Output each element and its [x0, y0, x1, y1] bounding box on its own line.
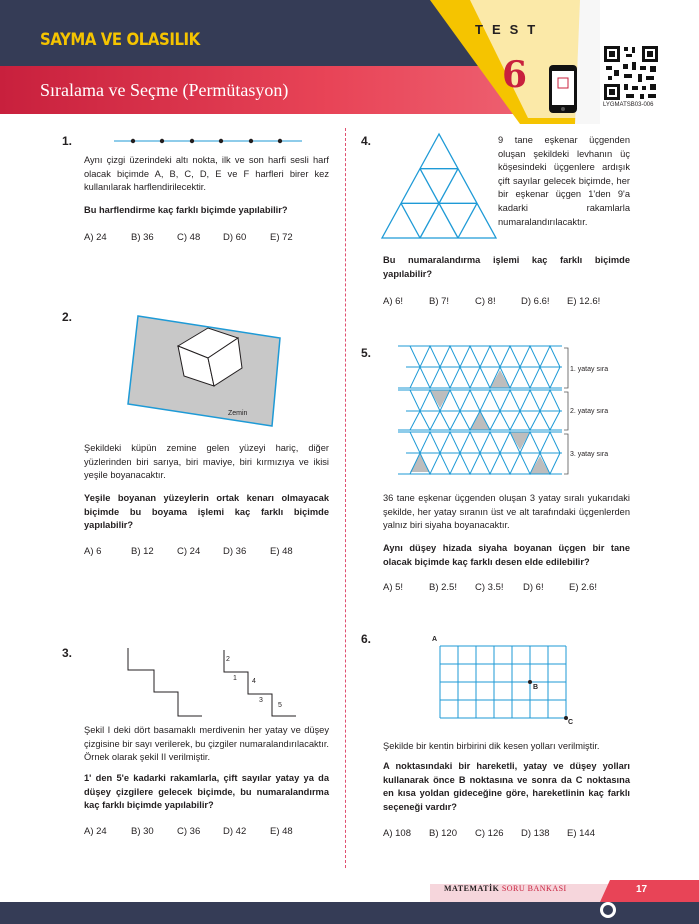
q3-choice-e[interactable]: E) 48: [270, 826, 293, 837]
q2-choice-a[interactable]: A) 6: [84, 546, 102, 557]
footer-brand: [444, 884, 567, 893]
q1-choice-a[interactable]: A) 24: [84, 232, 107, 243]
q3-choice-c[interactable]: C) 36: [177, 826, 201, 837]
q5-choice-a[interactable]: A) 5!: [383, 582, 404, 593]
q3-choices: [84, 826, 293, 837]
q5-choice-e[interactable]: E) 2.6!: [569, 582, 597, 593]
q1-question: Bu harflendirme kaç farklı biçimde yapılabilir?: [84, 205, 288, 215]
page-number: 17: [636, 884, 648, 895]
q5-choice-b[interactable]: B) 2.5!: [429, 582, 457, 593]
q2-number: 2.: [62, 310, 73, 324]
q4-choice-b[interactable]: B) 7!: [429, 296, 450, 307]
q6-point-b: B: [533, 684, 539, 691]
q5-row-label-3: 3. yatay sıra: [570, 451, 609, 458]
q2-choice-b[interactable]: B) 12: [131, 546, 154, 557]
q3-choice-b[interactable]: B) 30: [131, 826, 154, 837]
q4-question: Bu numaralandırma işlemi kaç farklı biçimde yapılabilir?: [383, 255, 630, 279]
q6-question: A noktasındaki bir hareketli, yatay ve düşey yolları kullanarak önce B noktasına ve sonra da C noktasına en kısa yoldan gideceğine göre, hareketlinin kaç farklı seçeneği vardır?: [383, 761, 630, 812]
q3-label-2: 2: [226, 656, 230, 663]
q2-question: Yeşile boyanan yüzeylerin ortak kenarı olmayacak biçimde bu boyama işlemi kaç farklı biçimde yapılabilir?: [84, 493, 329, 531]
q4-choices: [383, 296, 600, 307]
q5-triangle-rows-figure: [392, 340, 572, 480]
q4-choice-a[interactable]: A) 6!: [383, 296, 404, 307]
q4-choice-d[interactable]: D) 6.6!: [521, 296, 550, 307]
q6-choice-a[interactable]: A) 108: [383, 828, 411, 839]
q5-choice-d[interactable]: D) 6!: [523, 582, 544, 593]
q3-label-5: 5: [278, 702, 282, 709]
q6-choice-e[interactable]: E) 144: [567, 828, 595, 839]
q5-row-label-2: 2. yatay sıra: [570, 408, 609, 415]
q5-question: Aynı düşey hizada siyaha boyanan üçgen bir tane olacak biçimde kaç farklı desen elde edilebilir?: [383, 543, 630, 567]
q6-number: 6.: [361, 632, 372, 646]
q3-label-4: 4: [252, 678, 256, 685]
q3-label-1: 1: [233, 675, 237, 682]
q2-choice-e[interactable]: E) 48: [270, 546, 293, 557]
q3-question: 1' den 5'e kadarki rakamlarla, çift sayılar yatay ya da düşey çizgilere gelecek biçimde, bu numaralandırma kaç farklı biçimde yapılabilir?: [84, 773, 329, 811]
q1-choice-d[interactable]: D) 60: [223, 232, 247, 243]
q1-dots-line: [108, 132, 308, 150]
footer-brand-b: SORU BANKASI: [501, 884, 567, 893]
q6-choices: [383, 828, 595, 839]
q5-choices: [383, 582, 597, 593]
footer-brand-a: MATEMATİK: [444, 884, 500, 893]
header-decor: [0, 0, 699, 124]
qr-code-icon: [602, 44, 660, 102]
qr-caption: LYGMATSB03-006: [603, 102, 654, 108]
q5-choice-c[interactable]: C) 3.5!: [475, 582, 504, 593]
test-label: TEST: [475, 22, 545, 37]
q3-choice-d[interactable]: D) 42: [223, 826, 247, 837]
q5-number: 5.: [361, 346, 372, 360]
q6-point-c: C: [568, 719, 574, 726]
q3-text: Şekil I deki dört basamaklı merdivenin her yatay ve düşey çizgisine bir sayı verilerek, bu çizgiler numaralandırılacaktır. Örnek olarak şekil II verilmiştir.: [84, 725, 329, 763]
phone-icon: [548, 64, 580, 116]
q6-point-a: A: [432, 636, 438, 643]
q1-text: Aynı çizgi üzerindeki altı nokta, ilk ve son harfi sesli harf olacak biçimde A, B, C, D, E ve F harfleri birer kez kullanılarak harflendirilecektir.: [84, 155, 329, 193]
test-number: 6: [502, 54, 528, 96]
q5-text: 36 tane eşkenar üçgenden oluşan 3 yatay sıralı yukarıdaki şekilde, her yatay sıranın üst ve alt tarafındaki üçgenlerden yalnız biri siyaha boyanacaktır.: [383, 493, 630, 531]
q2-choice-d[interactable]: D) 36: [223, 546, 247, 557]
q4-choice-e[interactable]: E) 12.6!: [567, 296, 601, 307]
q3-stairs-figure: [120, 644, 300, 720]
q4-triangle-figure: [378, 130, 500, 242]
subtopic-title: Sıralama ve Seçme (Permütasyon): [40, 80, 289, 100]
q5-row-label-1: 1. yatay sıra: [570, 366, 609, 373]
q2-choice-c[interactable]: C) 24: [177, 546, 201, 557]
q4-number: 4.: [361, 134, 372, 148]
q2-choices: [84, 546, 293, 557]
q2-text: Şekildeki küpün zemine gelen yüzeyi hariç, diğer yüzlerinden biri sarıya, biri maviye, biri kırmızıya ve ikisi yeşile boyanacaktır.: [84, 443, 329, 481]
q4-text: 9 tane eşkenar üçgenden oluşan şekildeki levhanın üç köşesindeki üçgenlere ardışık çift sayılar gelecek biçimde, her bir eşkenar üçgen 1'den 9'a kadarki rakamlarla numaralandırılacaktır.: [498, 135, 630, 227]
q2-cube-figure: [120, 310, 292, 430]
q2-floor-label: Zemin: [228, 410, 248, 417]
column-divider: [345, 128, 346, 868]
topic-title: SAYMA VE OLASILIK: [40, 30, 200, 50]
q1-choice-e[interactable]: E) 72: [270, 232, 293, 243]
q1-choice-c[interactable]: C) 48: [177, 232, 201, 243]
q3-choice-a[interactable]: A) 24: [84, 826, 107, 837]
q6-choice-b[interactable]: B) 120: [429, 828, 457, 839]
q1-choices: [84, 232, 293, 243]
q6-choice-c[interactable]: C) 126: [475, 828, 504, 839]
footer-decor: [0, 878, 699, 924]
q3-number: 3.: [62, 646, 73, 660]
q6-choice-d[interactable]: D) 138: [521, 828, 550, 839]
q4-choice-c[interactable]: C) 8!: [475, 296, 496, 307]
q1-number: 1.: [62, 134, 73, 148]
q6-grid-figure: [436, 642, 576, 724]
q1-choice-b[interactable]: B) 36: [131, 232, 154, 243]
q6-text: Şekilde bir kentin birbirini dik kesen yolları verilmiştir.: [383, 741, 600, 751]
q3-label-3: 3: [259, 697, 263, 704]
